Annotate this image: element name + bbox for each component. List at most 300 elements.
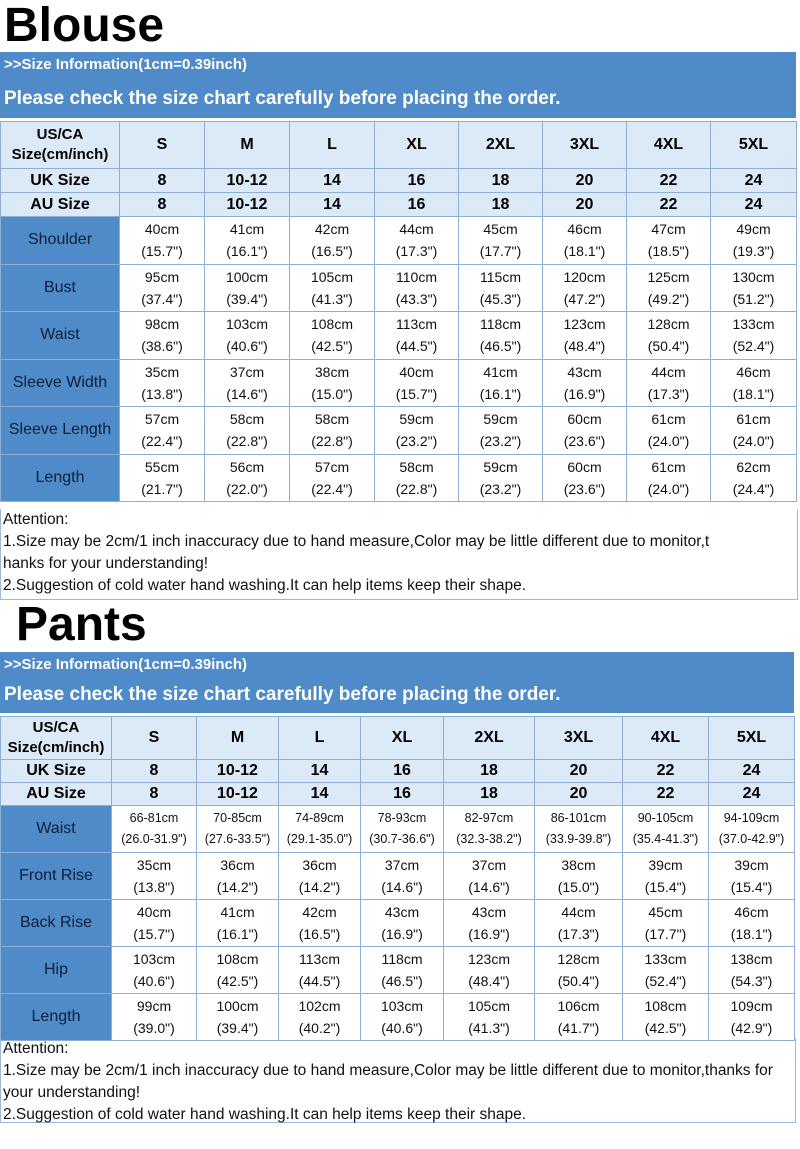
pants-au-value: 8 bbox=[112, 783, 197, 806]
blouse-row-label: Waist bbox=[1, 312, 120, 360]
blouse-inch-value: (19.3") bbox=[732, 243, 775, 260]
pants-inch-value: (50.4") bbox=[557, 973, 600, 989]
pants-row-label: Back Rise bbox=[1, 900, 112, 947]
blouse-au-value: 18 bbox=[459, 193, 543, 217]
pants-au-value: 14 bbox=[279, 783, 361, 806]
pants-cm-value: 106cm bbox=[557, 998, 600, 1014]
blouse-info-band bbox=[0, 52, 796, 118]
blouse-cm-value: 41cm bbox=[229, 221, 265, 238]
pants-inch-value: (27.6-33.5") bbox=[204, 832, 271, 846]
pants-cm-value: 41cm bbox=[220, 904, 255, 920]
pants-uk-value: 14 bbox=[279, 760, 361, 783]
pants-measure-cell bbox=[709, 806, 795, 853]
pants-cm-value: 40cm bbox=[136, 904, 172, 920]
pants-measure-cell bbox=[361, 900, 444, 947]
blouse-inch-value: (23.2") bbox=[479, 433, 522, 450]
blouse-cm-value: 100cm bbox=[225, 268, 269, 285]
blouse-size-header: 5XL bbox=[711, 122, 797, 169]
blouse-attention bbox=[0, 509, 798, 600]
blouse-inch-value: (23.2") bbox=[479, 480, 522, 497]
blouse-measure-cell bbox=[120, 217, 205, 265]
blouse-cm-value: 60cm bbox=[567, 458, 602, 475]
pants-inch-value: (44.5") bbox=[298, 973, 341, 989]
blouse-uk-value: 16 bbox=[375, 169, 459, 193]
blouse-cm-value: 95cm bbox=[144, 268, 180, 285]
pants-cm-value: 74-89cm bbox=[295, 811, 344, 825]
pants-uk-value: 20 bbox=[535, 760, 623, 783]
blouse-inch-value: (24.4") bbox=[732, 480, 775, 497]
blouse-inch-value: (18.1") bbox=[732, 385, 775, 402]
blouse-cm-value: 108cm bbox=[310, 316, 354, 333]
pants-measure-row bbox=[1, 994, 795, 1041]
pants-inch-value: (15.4") bbox=[730, 879, 773, 895]
blouse-measure-cell bbox=[205, 407, 290, 455]
pants-measure-cell bbox=[197, 900, 279, 947]
pants-measure-cell bbox=[197, 947, 279, 994]
pants-row-label: Waist bbox=[1, 806, 112, 853]
pants-measure-cell bbox=[112, 806, 197, 853]
blouse-check-notice: Please check the size chart carefully before placing the order. bbox=[4, 88, 561, 109]
blouse-cm-value: 47cm bbox=[651, 221, 686, 238]
blouse-measure-cell bbox=[543, 217, 627, 265]
blouse-measure-cell bbox=[120, 312, 205, 360]
blouse-measure-cell bbox=[375, 407, 459, 455]
blouse-uk-value: 10-12 bbox=[205, 169, 290, 193]
pants-cm-value: 43cm bbox=[471, 904, 507, 920]
pants-measure-cell bbox=[112, 900, 197, 947]
blouse-cm-value: 59cm bbox=[399, 411, 434, 428]
pants-cm-value: 94-109cm bbox=[723, 811, 780, 825]
blouse-row-label: Sleeve Width bbox=[1, 359, 120, 407]
blouse-measure-row bbox=[1, 264, 797, 312]
blouse-measure-cell bbox=[290, 359, 375, 407]
pants-size-header: XL bbox=[361, 717, 444, 760]
pants-size-header: 3XL bbox=[535, 717, 623, 760]
pants-inch-value: (14.2") bbox=[216, 879, 259, 895]
blouse-au-value: 14 bbox=[290, 193, 375, 217]
blouse-cm-value: 113cm bbox=[396, 316, 437, 333]
blouse-cm-value: 43cm bbox=[567, 363, 602, 380]
blouse-inch-value: (22.0") bbox=[226, 480, 268, 497]
blouse-measure-cell bbox=[627, 454, 711, 502]
blouse-cm-value: 123cm bbox=[563, 316, 606, 333]
pants-inch-value: (15.4") bbox=[644, 879, 687, 895]
blouse-attention-heading: Attention: bbox=[3, 511, 69, 528]
blouse-inch-value: (23.2") bbox=[395, 433, 438, 450]
pants-inch-value: (17.7") bbox=[644, 926, 687, 942]
pants-inch-value: (15.7") bbox=[133, 926, 175, 942]
blouse-corner-unit: Size(cm/inch) bbox=[11, 146, 109, 163]
blouse-measure-row bbox=[1, 312, 797, 360]
blouse-inch-value: (39.4") bbox=[226, 290, 268, 307]
pants-inch-value: (46.5") bbox=[381, 973, 423, 989]
pants-cm-value: 39cm bbox=[734, 857, 769, 873]
blouse-uk-value: 8 bbox=[120, 169, 205, 193]
pants-measure-cell bbox=[197, 806, 279, 853]
blouse-inch-value: (16.5") bbox=[311, 243, 353, 260]
pants-measure-cell bbox=[623, 900, 709, 947]
blouse-measure-cell bbox=[120, 454, 205, 502]
pants-uk-value: 22 bbox=[623, 760, 709, 783]
blouse-cm-value: 105cm bbox=[310, 268, 354, 285]
blouse-measure-cell bbox=[120, 407, 205, 455]
blouse-measure-cell bbox=[459, 359, 543, 407]
blouse-measure-cell bbox=[205, 359, 290, 407]
blouse-inch-value: (18.1") bbox=[563, 243, 606, 260]
pants-inch-value: (18.1") bbox=[730, 926, 773, 942]
pants-uk-value: 24 bbox=[709, 760, 795, 783]
pants-cm-value: 99cm bbox=[136, 998, 172, 1014]
pants-measure-cell bbox=[535, 994, 623, 1041]
blouse-au-value: 8 bbox=[120, 193, 205, 217]
blouse-measure-row bbox=[1, 407, 797, 455]
pants-au-row bbox=[1, 783, 795, 806]
pants-cm-value: 43cm bbox=[384, 904, 420, 920]
pants-cm-value: 108cm bbox=[644, 998, 687, 1014]
blouse-inch-value: (45.3") bbox=[479, 290, 522, 307]
pants-measure-cell bbox=[444, 900, 535, 947]
blouse-inch-value: (22.4") bbox=[141, 433, 183, 450]
blouse-measure-cell bbox=[627, 407, 711, 455]
pants-measure-cell bbox=[623, 853, 709, 900]
blouse-au-value: 22 bbox=[627, 193, 711, 217]
pants-inch-value: (16.9") bbox=[381, 926, 423, 942]
blouse-cm-value: 38cm bbox=[314, 363, 350, 380]
pants-inch-value: (29.1-35.0") bbox=[286, 832, 353, 846]
blouse-cm-value: 61cm bbox=[736, 411, 771, 428]
blouse-cm-value: 118cm bbox=[480, 316, 521, 333]
blouse-inch-value: (51.2") bbox=[732, 290, 775, 307]
blouse-inch-value: (24.0") bbox=[732, 433, 775, 450]
pants-measure-row bbox=[1, 853, 795, 900]
pants-uk-value: 10-12 bbox=[197, 760, 279, 783]
pants-measure-cell bbox=[197, 853, 279, 900]
pants-inch-value: (42.5") bbox=[216, 973, 259, 989]
pants-measure-cell bbox=[444, 806, 535, 853]
blouse-measure-cell bbox=[120, 264, 205, 312]
blouse-cm-value: 44cm bbox=[399, 221, 434, 238]
pants-cm-value: 78-93cm bbox=[377, 811, 427, 825]
blouse-row-label: Bust bbox=[1, 264, 120, 312]
blouse-au-label: AU Size bbox=[1, 193, 120, 217]
pants-measure-cell bbox=[197, 994, 279, 1041]
pants-inch-value: (39.0") bbox=[133, 1020, 175, 1036]
blouse-inch-value: (52.4") bbox=[732, 338, 775, 355]
pants-inch-value: (14.6") bbox=[381, 879, 423, 895]
blouse-measure-cell bbox=[290, 312, 375, 360]
pants-measure-cell bbox=[279, 806, 361, 853]
pants-size-header: S bbox=[112, 717, 197, 760]
pants-row-label: Front Rise bbox=[1, 853, 112, 900]
pants-info-band bbox=[0, 652, 794, 713]
blouse-cm-value: 130cm bbox=[732, 268, 775, 285]
pants-inch-value: (16.1") bbox=[216, 926, 259, 942]
blouse-size-header: S bbox=[120, 122, 205, 169]
pants-measure-row bbox=[1, 806, 795, 853]
pants-uk-label: UK Size bbox=[1, 760, 112, 783]
pants-measure-cell bbox=[444, 853, 535, 900]
pants-cm-value: 103cm bbox=[380, 998, 424, 1014]
blouse-au-value: 16 bbox=[375, 193, 459, 217]
pants-inch-value: (41.7") bbox=[557, 1020, 600, 1036]
pants-measure-row bbox=[1, 900, 795, 947]
pants-size-header: 4XL bbox=[623, 717, 709, 760]
blouse-cm-value: 57cm bbox=[144, 411, 180, 428]
pants-cm-value: 70-85cm bbox=[213, 811, 262, 825]
pants-measure-cell bbox=[623, 994, 709, 1041]
pants-au-value: 24 bbox=[709, 783, 795, 806]
pants-inch-value: (14.2") bbox=[298, 879, 341, 895]
pants-measure-row bbox=[1, 947, 795, 994]
blouse-inch-value: (48.4") bbox=[563, 338, 606, 355]
blouse-inch-value: (23.6") bbox=[563, 433, 606, 450]
blouse-measure-cell bbox=[375, 454, 459, 502]
blouse-measure-cell bbox=[543, 312, 627, 360]
blouse-inch-value: (22.8") bbox=[226, 433, 268, 450]
blouse-measure-cell bbox=[711, 359, 797, 407]
blouse-inch-value: (13.8") bbox=[141, 385, 183, 402]
pants-cm-value: 103cm bbox=[132, 951, 176, 967]
pants-measure-cell bbox=[535, 947, 623, 994]
blouse-measure-cell bbox=[120, 359, 205, 407]
pants-size-header: 5XL bbox=[709, 717, 795, 760]
blouse-cm-value: 60cm bbox=[567, 411, 602, 428]
blouse-measure-cell bbox=[459, 407, 543, 455]
pants-measure-cell bbox=[361, 806, 444, 853]
pants-cm-value: 45cm bbox=[648, 904, 683, 920]
pants-attention-line1: 1.Size may be 2cm/1 inch inaccuracy due to hand measure,Color may be little different due to monitor,thanks for bbox=[3, 1062, 773, 1079]
pants-measure-cell bbox=[361, 994, 444, 1041]
blouse-inch-value: (49.2") bbox=[647, 290, 690, 307]
pants-inch-value: (33.9-39.8") bbox=[545, 832, 612, 846]
blouse-measure-cell bbox=[205, 454, 290, 502]
blouse-size-header: 3XL bbox=[543, 122, 627, 169]
blouse-measure-cell bbox=[290, 454, 375, 502]
blouse-measure-cell bbox=[711, 454, 797, 502]
pants-cm-value: 36cm bbox=[302, 857, 337, 873]
blouse-size-table bbox=[0, 121, 797, 502]
pants-header-row bbox=[1, 717, 795, 760]
blouse-inch-value: (23.6") bbox=[563, 480, 606, 497]
blouse-measure-cell bbox=[627, 312, 711, 360]
blouse-size-header: 2XL bbox=[459, 122, 543, 169]
pants-measure-cell bbox=[623, 947, 709, 994]
pants-measure-cell bbox=[112, 853, 197, 900]
blouse-measure-cell bbox=[205, 264, 290, 312]
blouse-measure-cell bbox=[459, 312, 543, 360]
blouse-cm-value: 46cm bbox=[736, 363, 771, 380]
blouse-inch-value: (16.1") bbox=[479, 385, 522, 402]
blouse-inch-value: (38.6") bbox=[141, 338, 183, 355]
pants-inch-value: (40.6") bbox=[381, 1020, 423, 1036]
blouse-inch-value: (18.5") bbox=[647, 243, 690, 260]
blouse-measure-row bbox=[1, 454, 797, 502]
blouse-uk-row bbox=[1, 169, 797, 193]
blouse-cm-value: 57cm bbox=[314, 458, 350, 475]
pants-measure-cell bbox=[279, 853, 361, 900]
blouse-inch-value: (16.9") bbox=[563, 385, 606, 402]
blouse-inch-value: (46.5") bbox=[479, 338, 522, 355]
blouse-inch-value: (24.0") bbox=[647, 480, 690, 497]
blouse-uk-value: 18 bbox=[459, 169, 543, 193]
pants-uk-value: 8 bbox=[112, 760, 197, 783]
blouse-measure-cell bbox=[711, 312, 797, 360]
pants-cm-value: 82-97cm bbox=[464, 811, 514, 825]
pants-size-header: M bbox=[197, 717, 279, 760]
blouse-corner-us: US/CA bbox=[36, 126, 84, 143]
pants-cm-value: 44cm bbox=[561, 904, 596, 920]
pants-measure-cell bbox=[279, 900, 361, 947]
blouse-cm-value: 59cm bbox=[483, 411, 518, 428]
blouse-cm-value: 37cm bbox=[229, 363, 265, 380]
blouse-row-label: Shoulder bbox=[1, 217, 120, 265]
pants-inch-value: (35.4-41.3") bbox=[632, 832, 699, 846]
blouse-cm-value: 61cm bbox=[651, 411, 686, 428]
blouse-cm-value: 61cm bbox=[651, 458, 686, 475]
blouse-row-label: Length bbox=[1, 454, 120, 502]
blouse-uk-value: 24 bbox=[711, 169, 797, 193]
blouse-cm-value: 41cm bbox=[483, 363, 518, 380]
blouse-row-label: Sleeve Length bbox=[1, 407, 120, 455]
pants-inch-value: (40.2") bbox=[298, 1020, 341, 1036]
blouse-inch-value: (17.3") bbox=[647, 385, 690, 402]
blouse-cm-value: 98cm bbox=[144, 316, 180, 333]
pants-measure-cell bbox=[279, 947, 361, 994]
pants-uk-value: 18 bbox=[444, 760, 535, 783]
pants-measure-cell bbox=[709, 994, 795, 1041]
blouse-cm-value: 45cm bbox=[483, 221, 518, 238]
pants-au-value: 10-12 bbox=[197, 783, 279, 806]
pants-measure-cell bbox=[709, 947, 795, 994]
pants-measure-cell bbox=[709, 900, 795, 947]
pants-cm-value: 102cm bbox=[298, 998, 341, 1014]
blouse-measure-cell bbox=[711, 264, 797, 312]
blouse-measure-cell bbox=[543, 454, 627, 502]
blouse-cm-value: 40cm bbox=[399, 363, 434, 380]
blouse-size-info: >>Size Information(1cm=0.39inch) bbox=[4, 56, 247, 73]
blouse-cm-value: 35cm bbox=[144, 363, 180, 380]
pants-inch-value: (41.3") bbox=[468, 1020, 510, 1036]
pants-inch-value: (14.6") bbox=[468, 879, 510, 895]
blouse-inch-value: (47.2") bbox=[563, 290, 606, 307]
pants-inch-value: (42.9") bbox=[730, 1020, 773, 1036]
pants-cm-value: 128cm bbox=[557, 951, 600, 967]
blouse-inch-value: (15.7") bbox=[141, 243, 183, 260]
pants-cm-value: 90-105cm bbox=[637, 811, 694, 825]
blouse-measure-cell bbox=[375, 312, 459, 360]
blouse-inch-value: (22.4") bbox=[311, 480, 353, 497]
pants-measure-cell bbox=[112, 947, 197, 994]
pants-cm-value: 118cm bbox=[381, 951, 423, 967]
blouse-cm-value: 128cm bbox=[647, 316, 690, 333]
blouse-cm-value: 58cm bbox=[399, 458, 434, 475]
blouse-cm-value: 110cm bbox=[396, 268, 437, 285]
blouse-cm-value: 40cm bbox=[144, 221, 180, 238]
pants-cm-value: 86-101cm bbox=[550, 811, 607, 825]
pants-inch-value: (40.6") bbox=[133, 973, 175, 989]
blouse-attention-line2: 2.Suggestion of cold water hand washing.It can help items keep their shape. bbox=[3, 577, 527, 594]
pants-uk-row bbox=[1, 760, 795, 783]
pants-check-notice: Please check the size chart carefully before placing the order. bbox=[4, 684, 561, 705]
pants-cm-value: 36cm bbox=[220, 857, 255, 873]
pants-cm-value: 46cm bbox=[734, 904, 769, 920]
pants-cm-value: 38cm bbox=[561, 857, 596, 873]
pants-attention-heading: Attention: bbox=[3, 1040, 69, 1057]
blouse-uk-value: 22 bbox=[627, 169, 711, 193]
blouse-au-value: 10-12 bbox=[205, 193, 290, 217]
blouse-measure-cell bbox=[627, 264, 711, 312]
pants-inch-value: (16.9") bbox=[468, 926, 510, 942]
pants-cm-value: 66-81cm bbox=[129, 811, 179, 825]
blouse-inch-value: (43.3") bbox=[395, 290, 438, 307]
pants-inch-value: (42.5") bbox=[644, 1020, 687, 1036]
blouse-measure-cell bbox=[543, 264, 627, 312]
blouse-measure-cell bbox=[711, 217, 797, 265]
blouse-cm-value: 56cm bbox=[229, 458, 265, 475]
pants-inch-value: (15.0") bbox=[557, 879, 600, 895]
blouse-cm-value: 133cm bbox=[732, 316, 775, 333]
blouse-measure-cell bbox=[627, 217, 711, 265]
blouse-cm-value: 125cm bbox=[647, 268, 690, 285]
blouse-measure-cell bbox=[290, 407, 375, 455]
blouse-size-header: M bbox=[205, 122, 290, 169]
blouse-measure-cell bbox=[205, 312, 290, 360]
blouse-attention-line1: 1.Size may be 2cm/1 inch inaccuracy due to hand measure,Color may be little different due to monitor,t bbox=[3, 533, 710, 550]
blouse-cm-value: 58cm bbox=[229, 411, 265, 428]
blouse-au-value: 20 bbox=[543, 193, 627, 217]
blouse-header-row bbox=[1, 122, 797, 169]
pants-corner-us: US/CA bbox=[32, 719, 80, 736]
pants-measure-cell bbox=[535, 806, 623, 853]
pants-corner-unit: Size(cm/inch) bbox=[7, 739, 105, 756]
blouse-inch-value: (50.4") bbox=[647, 338, 690, 355]
pants-cm-value: 109cm bbox=[730, 998, 773, 1014]
blouse-inch-value: (44.5") bbox=[395, 338, 438, 355]
blouse-size-header: L bbox=[290, 122, 375, 169]
pants-measure-cell bbox=[361, 853, 444, 900]
blouse-corner-cell bbox=[1, 122, 120, 169]
pants-attention-line2: 2.Suggestion of cold water hand washing.It can help items keep their shape. bbox=[3, 1106, 527, 1123]
blouse-size-header: XL bbox=[375, 122, 459, 169]
blouse-measure-row bbox=[1, 359, 797, 407]
pants-size-header: 2XL bbox=[444, 717, 535, 760]
pants-cm-value: 39cm bbox=[648, 857, 683, 873]
blouse-cm-value: 49cm bbox=[736, 221, 771, 238]
pants-cm-value: 37cm bbox=[471, 857, 507, 873]
blouse-measure-cell bbox=[711, 407, 797, 455]
blouse-cm-value: 59cm bbox=[483, 458, 518, 475]
pants-measure-cell bbox=[444, 947, 535, 994]
pants-inch-value: (17.3") bbox=[557, 926, 600, 942]
blouse-cm-value: 62cm bbox=[736, 458, 771, 475]
pants-cm-value: 113cm bbox=[299, 951, 340, 967]
blouse-measure-cell bbox=[375, 359, 459, 407]
pants-measure-cell bbox=[709, 853, 795, 900]
pants-inch-value: (48.4") bbox=[468, 973, 510, 989]
blouse-inch-value: (15.7") bbox=[395, 385, 438, 402]
blouse-measure-row bbox=[1, 217, 797, 265]
pants-inch-value: (39.4") bbox=[216, 1020, 259, 1036]
blouse-title: Blouse bbox=[4, 0, 165, 52]
pants-title: Pants bbox=[16, 598, 147, 651]
blouse-attention-line1b: hanks for your understanding! bbox=[3, 555, 209, 572]
pants-cm-value: 123cm bbox=[467, 951, 511, 967]
pants-measure-cell bbox=[361, 947, 444, 994]
pants-measure-cell bbox=[444, 994, 535, 1041]
pants-uk-value: 16 bbox=[361, 760, 444, 783]
pants-corner-cell bbox=[1, 717, 112, 760]
blouse-measure-cell bbox=[627, 359, 711, 407]
